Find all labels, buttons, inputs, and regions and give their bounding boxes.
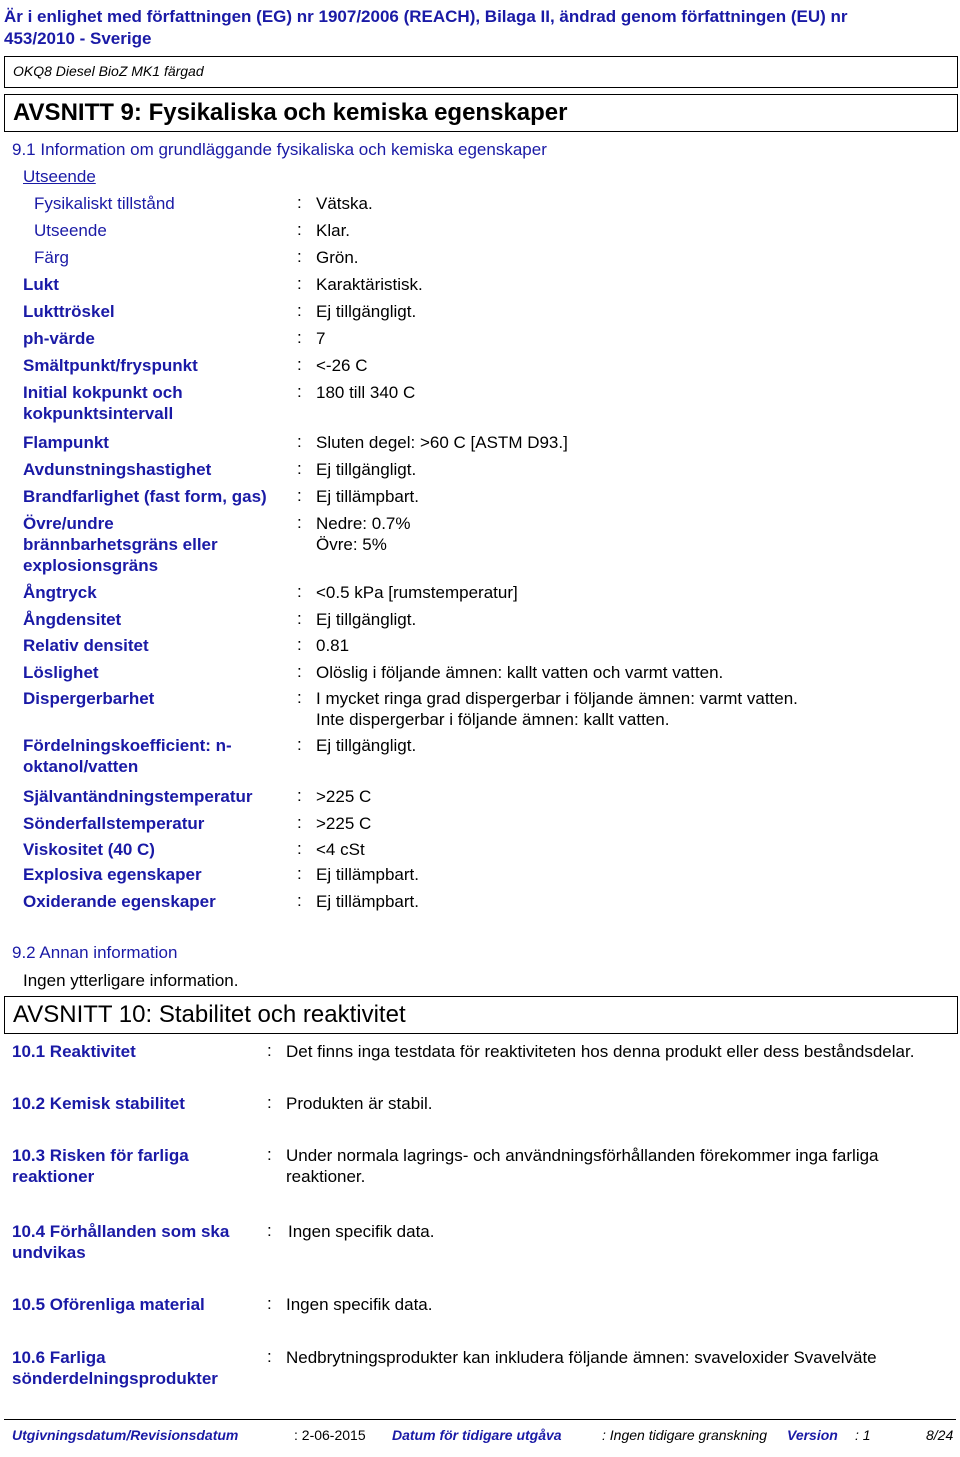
section10-header bbox=[4, 996, 958, 1034]
property-label-cont: explosionsgräns bbox=[23, 556, 159, 575]
colon: : bbox=[297, 274, 302, 293]
property-value: Ej tillämpbart. bbox=[316, 487, 419, 506]
property-value: Vätska. bbox=[316, 194, 373, 213]
property-label: Relativ densitet bbox=[23, 636, 149, 655]
section9-header bbox=[4, 94, 958, 132]
colon: : bbox=[297, 432, 302, 451]
colon: : bbox=[297, 688, 302, 707]
property-label: Utseende bbox=[34, 221, 107, 240]
colon: : bbox=[297, 891, 302, 910]
section10-title: AVSNITT 10: Stabilitet och reaktivitet bbox=[13, 1001, 406, 1028]
property-label: Explosiva egenskaper bbox=[23, 865, 202, 884]
property-label: Ångdensitet bbox=[23, 610, 122, 629]
property-label: Smältpunkt/fryspunkt bbox=[23, 356, 198, 375]
property-label: ph-värde bbox=[23, 329, 95, 348]
property-value: Ej tillgängligt. bbox=[316, 460, 417, 479]
property-value: Sluten degel: >60 C [ASTM D93.] bbox=[316, 433, 568, 452]
property-value: <0.5 kPa [rumstemperatur] bbox=[316, 583, 518, 602]
section10-label-cont: undvikas bbox=[12, 1243, 86, 1262]
section10-label: 10.2 Kemisk stabilitet bbox=[12, 1094, 185, 1113]
colon: : bbox=[267, 1093, 272, 1112]
product-name-box bbox=[4, 56, 958, 88]
section10-value: Produkten är stabil. bbox=[286, 1094, 433, 1113]
colon: : bbox=[297, 813, 302, 832]
property-value: 7 bbox=[316, 329, 326, 348]
property-label: Sönderfallstemperatur bbox=[23, 814, 205, 833]
section10-label: 10.4 Förhållanden som ska bbox=[12, 1222, 230, 1241]
property-label: Initial kokpunkt och bbox=[23, 383, 183, 402]
property-label: Fysikaliskt tillstånd bbox=[34, 194, 175, 213]
section10-value: Ingen specifik data. bbox=[288, 1222, 435, 1241]
colon: : bbox=[297, 609, 302, 628]
colon: : bbox=[297, 247, 302, 266]
property-value: Ej tillgängligt. bbox=[316, 610, 417, 629]
colon: : bbox=[297, 582, 302, 601]
colon: : bbox=[297, 786, 302, 805]
issue-date-value: : 2-06-2015 bbox=[294, 1427, 366, 1443]
document-title-line2: 453/2010 - Sverige bbox=[4, 29, 152, 48]
property-label-cont: oktanol/vatten bbox=[23, 757, 139, 776]
property-value: Nedre: 0.7% bbox=[316, 514, 411, 533]
section10-label-cont: reaktioner bbox=[12, 1167, 95, 1186]
property-value-cont: Inte dispergerbar i följande ämnen: kallt vatten. bbox=[316, 710, 670, 729]
section10-label: 10.3 Risken för farliga bbox=[12, 1146, 189, 1165]
section10-label: 10.5 Oförenliga material bbox=[12, 1295, 205, 1314]
previous-issue-value: : Ingen tidigare granskning bbox=[602, 1427, 767, 1443]
property-label: Färg bbox=[34, 248, 69, 267]
property-label: Lukt bbox=[23, 275, 59, 294]
property-label: Avdunstningshastighet bbox=[23, 460, 212, 479]
colon: : bbox=[297, 459, 302, 478]
property-label-cont: brännbarhetsgräns eller bbox=[23, 535, 218, 554]
property-label: Lukttröskel bbox=[23, 302, 115, 321]
colon: : bbox=[297, 382, 302, 401]
property-value: 0.81 bbox=[316, 636, 350, 655]
document-title-line1: Är i enlighet med författningen (EG) nr 1907/2006 (REACH), Bilaga II, ändrad genom författningen (EU) nr bbox=[4, 7, 848, 26]
property-label: Självantändningstemperatur bbox=[23, 787, 253, 806]
property-label: Övre/undre bbox=[23, 514, 114, 533]
property-value: Olöslig i följande ämnen: kallt vatten och varmt vatten. bbox=[316, 663, 724, 682]
colon: : bbox=[297, 486, 302, 505]
property-value: Ej tillgängligt. bbox=[316, 302, 417, 321]
section9-title: AVSNITT 9: Fysikaliska och kemiska egenskaper bbox=[13, 99, 568, 126]
colon: : bbox=[297, 735, 302, 754]
colon: : bbox=[267, 1294, 272, 1313]
property-label: Ångtryck bbox=[23, 583, 97, 602]
property-label: Flampunkt bbox=[23, 433, 109, 452]
colon: : bbox=[267, 1221, 272, 1240]
property-value: <-26 C bbox=[316, 356, 368, 375]
version-label: Version bbox=[787, 1427, 838, 1443]
page-footer bbox=[4, 1419, 956, 1450]
section10-label-cont: sönderdelningsprodukter bbox=[12, 1369, 218, 1388]
subsection-9-1: 9.1 Information om grundläggande fysikaliska och kemiska egenskaper bbox=[12, 140, 547, 159]
colon: : bbox=[297, 220, 302, 239]
colon: : bbox=[297, 513, 302, 532]
colon: : bbox=[267, 1041, 272, 1060]
appearance-heading: Utseende bbox=[23, 167, 96, 186]
property-value: Klar. bbox=[316, 221, 351, 240]
property-label: Löslighet bbox=[23, 663, 99, 682]
other-information-text: Ingen ytterligare information. bbox=[23, 971, 239, 990]
property-label: Oxiderande egenskaper bbox=[23, 892, 216, 911]
property-label-cont: kokpunktsintervall bbox=[23, 404, 174, 423]
property-value: <4 cSt bbox=[316, 840, 365, 859]
property-value: Ej tillämpbart. bbox=[316, 865, 419, 884]
property-value: Ej tillämpbart. bbox=[316, 892, 419, 911]
colon: : bbox=[297, 328, 302, 347]
version-value: : 1 bbox=[855, 1427, 871, 1443]
colon: : bbox=[297, 839, 302, 858]
section10-value: Nedbrytningsprodukter kan inkludera följande ämnen: svaveloxider Svavelväte bbox=[286, 1348, 877, 1367]
page-number: 8/24 bbox=[926, 1427, 954, 1443]
property-label: Dispergerbarhet bbox=[23, 689, 155, 708]
property-value: >225 C bbox=[316, 814, 372, 833]
colon: : bbox=[297, 355, 302, 374]
property-value: I mycket ringa grad dispergerbar i följande ämnen: varmt vatten. bbox=[316, 689, 798, 708]
colon: : bbox=[297, 662, 302, 681]
section10-value: Ingen specifik data. bbox=[286, 1295, 433, 1314]
property-label: Viskositet (40 C) bbox=[23, 840, 155, 859]
product-name: OKQ8 Diesel BioZ MK1 färgad bbox=[13, 63, 204, 79]
section10-value: Det finns inga testdata för reaktiviteten hos denna produkt eller dess beståndsdelar. bbox=[286, 1042, 915, 1061]
colon: : bbox=[297, 864, 302, 883]
colon: : bbox=[297, 193, 302, 212]
colon: : bbox=[267, 1145, 272, 1164]
section10-value-cont: reaktioner. bbox=[286, 1167, 366, 1186]
property-label: Fördelningskoefficient: n- bbox=[23, 736, 232, 755]
property-value: 180 till 340 C bbox=[316, 383, 416, 402]
property-value: Ej tillgängligt. bbox=[316, 736, 417, 755]
previous-issue-label: Datum för tidigare utgåva bbox=[392, 1427, 562, 1443]
colon: : bbox=[267, 1347, 272, 1366]
subsection-9-2: 9.2 Annan information bbox=[12, 943, 178, 962]
section10-label: 10.6 Farliga bbox=[12, 1348, 106, 1367]
section10-label: 10.1 Reaktivitet bbox=[12, 1042, 136, 1061]
issue-date-label: Utgivningsdatum/Revisionsdatum bbox=[12, 1427, 239, 1443]
property-value: Karaktäristisk. bbox=[316, 275, 423, 294]
section10-value: Under normala lagrings- och användningsförhållanden förekommer inga farliga bbox=[286, 1146, 879, 1165]
colon: : bbox=[297, 301, 302, 320]
property-value: Grön. bbox=[316, 248, 359, 267]
property-value-cont: Övre: 5% bbox=[316, 535, 387, 554]
colon: : bbox=[297, 635, 302, 654]
property-label: Brandfarlighet (fast form, gas) bbox=[23, 487, 267, 506]
property-value: >225 C bbox=[316, 787, 372, 806]
